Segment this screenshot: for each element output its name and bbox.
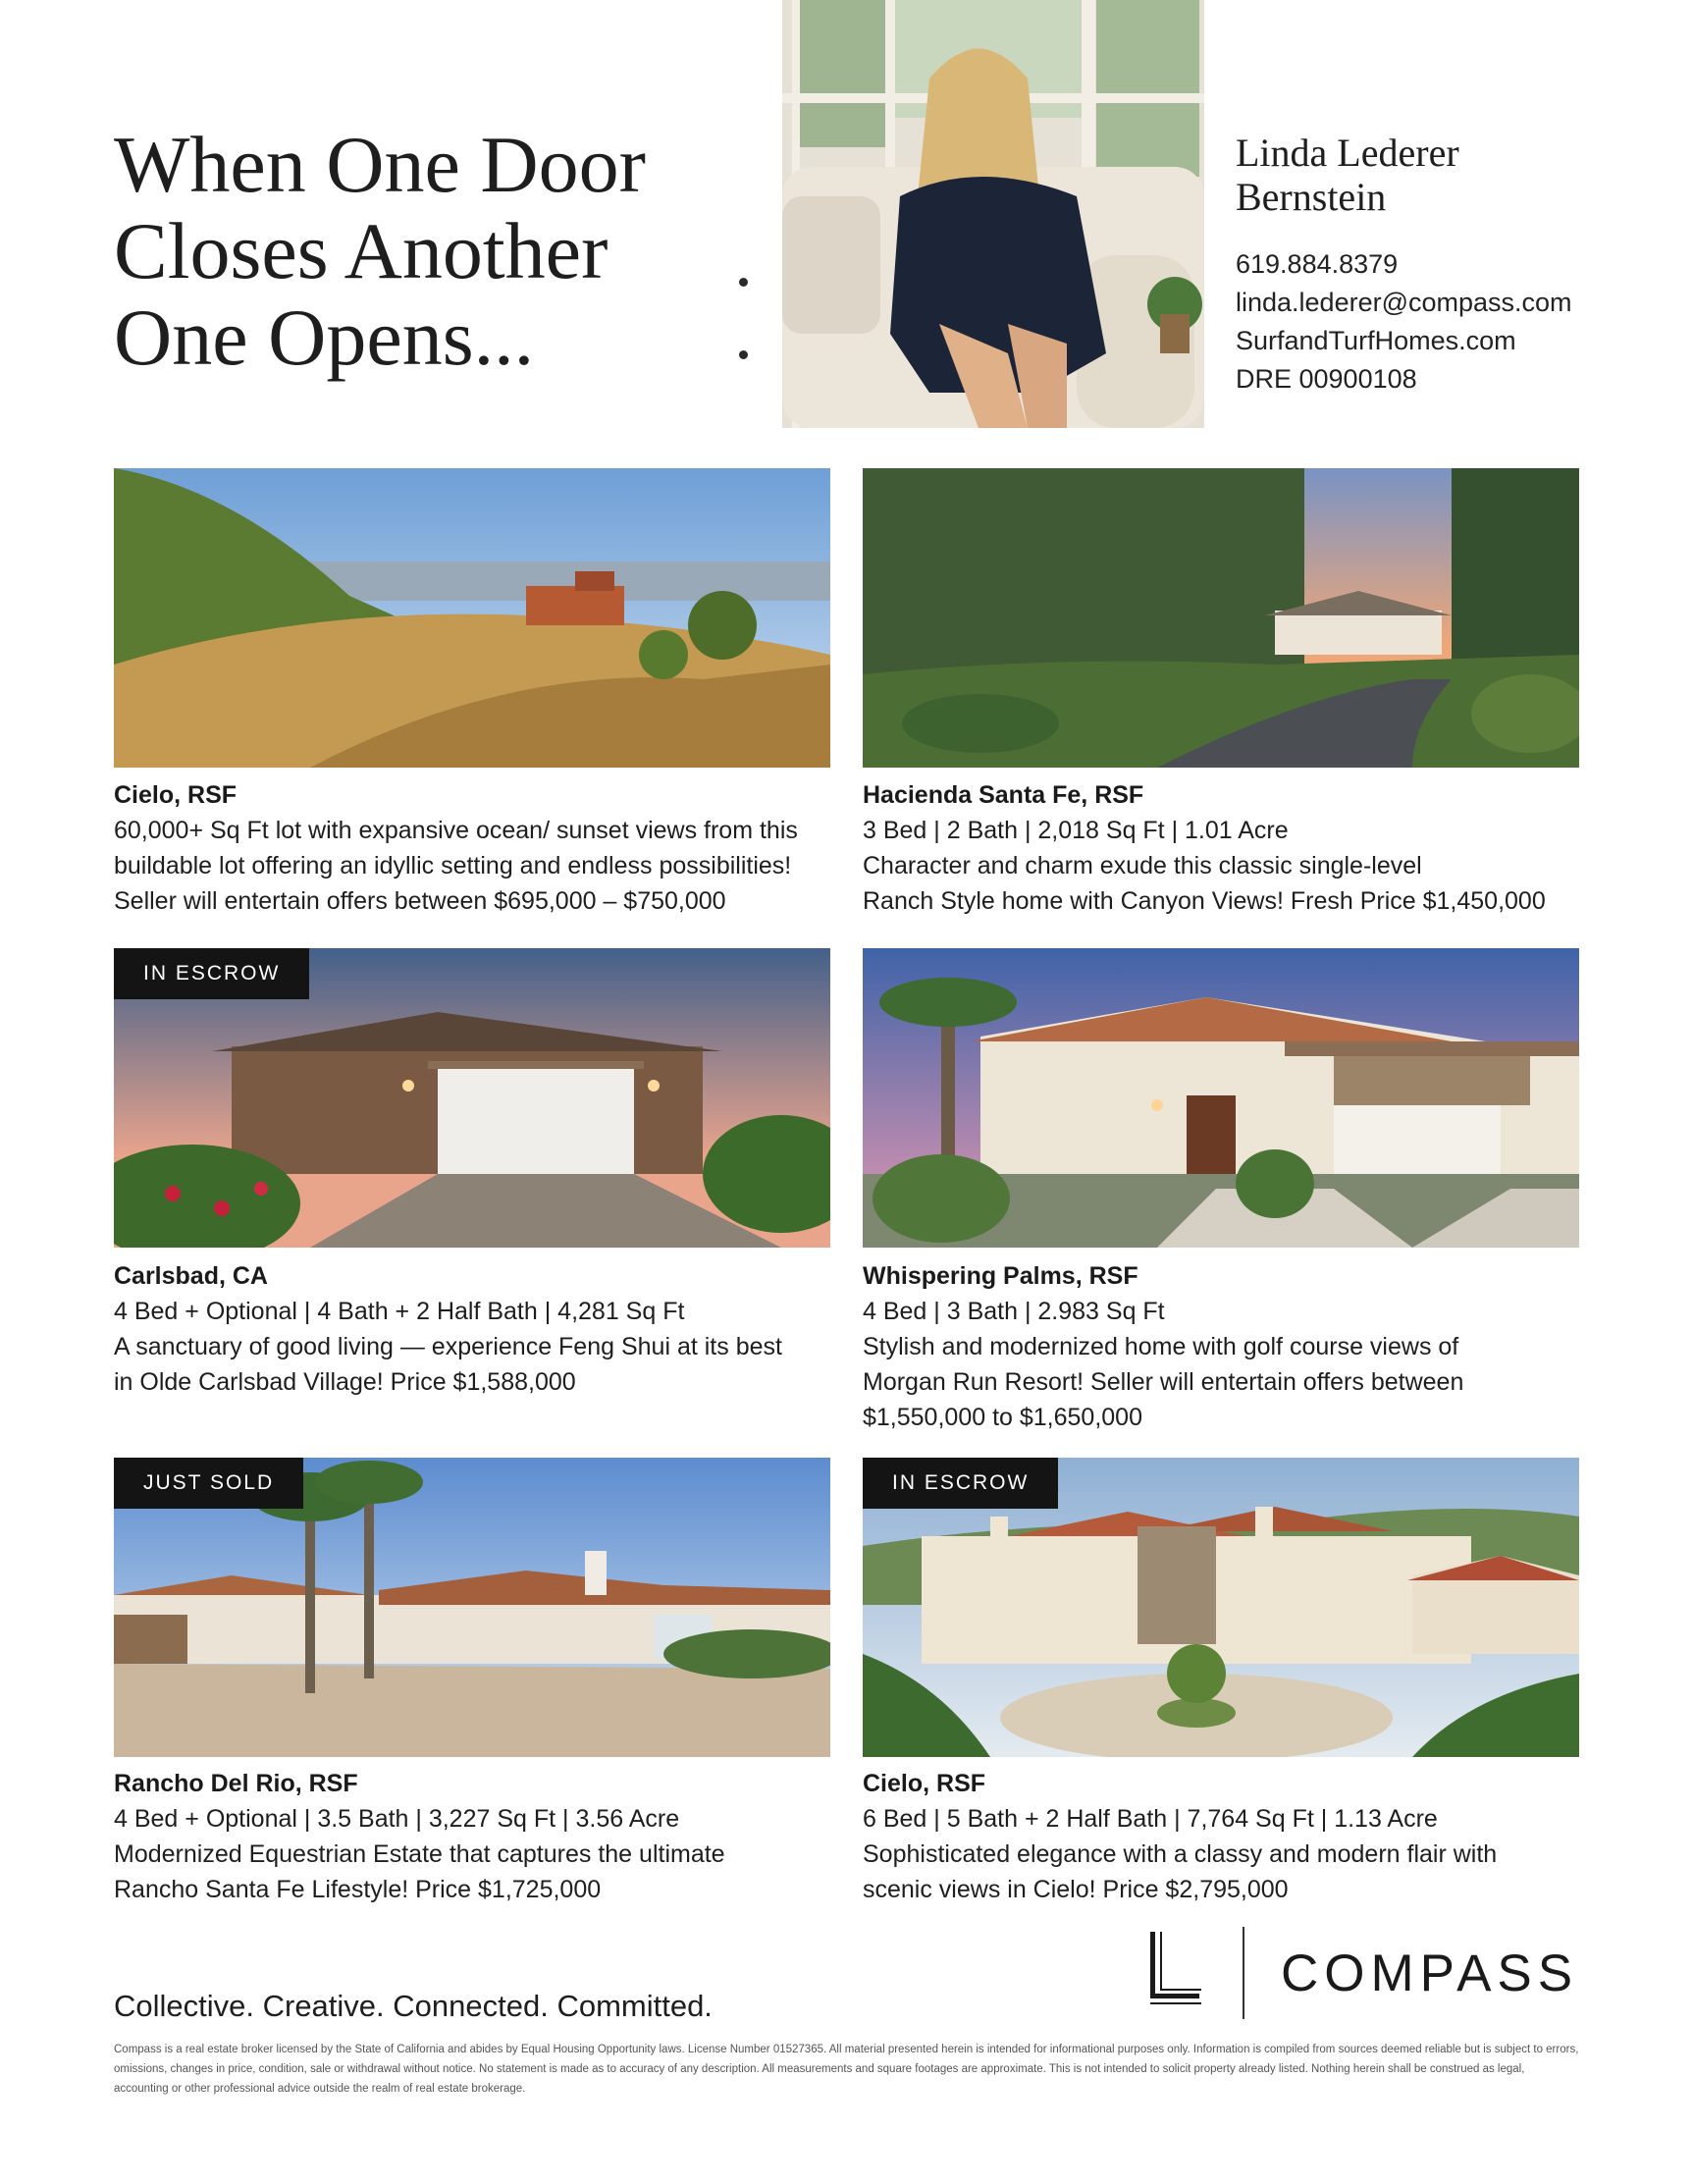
listing-detail: A sanctuary of good living — experience Feng Shui at its best	[114, 1333, 782, 1360]
listing-detail: Sophisticated elegance with a classy and modern flair with	[863, 1840, 1498, 1868]
listing-detail: 60,000+ Sq Ft lot with expansive ocean/ sunset views from this	[114, 817, 798, 844]
listing-detail: Character and charm exude this classic single-level	[863, 852, 1422, 879]
listing-title[interactable]: Whispering Palms, RSF	[863, 1262, 1138, 1290]
team-logo	[1146, 1932, 1201, 2006]
listing-title[interactable]: Rancho Del Rio, RSF	[114, 1770, 358, 1797]
agent-name: Linda Lederer Bernstein	[1236, 131, 1459, 219]
listing-title[interactable]: Hacienda Santa Fe, RSF	[863, 781, 1144, 809]
listing-title[interactable]: Cielo, RSF	[114, 781, 238, 809]
tagline: Collective. Creative. Connected. Committed.	[114, 1989, 713, 2023]
listing-detail: 4 Bed + Optional | 3.5 Bath | 3,227 Sq Ft | 3.56 Acre	[114, 1805, 680, 1833]
listing-info	[114, 777, 840, 919]
listing-title[interactable]: Cielo, RSF	[863, 1770, 986, 1797]
listing-detail: 4 Bed | 3 Bath | 2.983 Sq Ft	[863, 1298, 1165, 1325]
listing-info	[863, 1766, 1589, 1907]
decorative-dot	[739, 278, 748, 287]
listing-info	[863, 1258, 1589, 1435]
status-badge: IN ESCROW	[863, 1458, 1058, 1509]
listing-info	[114, 1766, 840, 1907]
agent-photo	[782, 0, 1204, 428]
listing-detail: Seller will entertain offers between $695,000 – $750,000	[114, 887, 726, 915]
listing-photo[interactable]	[114, 948, 830, 1248]
listing-detail: Modernized Equestrian Estate that captures the ultimate	[114, 1840, 725, 1868]
agent-email[interactable]: linda.lederer@compass.com	[1236, 288, 1572, 317]
listing-detail: Ranch Style home with Canyon Views! Fresh Price $1,450,000	[863, 887, 1546, 915]
listing-detail: buildable lot offering an idyllic setting and endless possibilities!	[114, 852, 792, 879]
listing-detail: Rancho Santa Fe Lifestyle! Price $1,725,000	[114, 1876, 602, 1903]
agent-website[interactable]: SurfandTurfHomes.com	[1236, 326, 1516, 355]
logo-divider	[1243, 1927, 1244, 2019]
listing-detail: 6 Bed | 5 Bath + 2 Half Bath | 7,764 Sq Ft | 1.13 Acre	[863, 1805, 1438, 1833]
listing-detail: Stylish and modernized home with golf course views of	[863, 1333, 1459, 1360]
listing-photo[interactable]	[863, 468, 1579, 768]
listing-title[interactable]: Carlsbad, CA	[114, 1262, 268, 1290]
listing-detail: scenic views in Cielo! Price $2,795,000	[863, 1876, 1289, 1903]
agent-dre: DRE 00900108	[1236, 364, 1417, 394]
listing-photo[interactable]	[863, 948, 1579, 1248]
listing-detail: Morgan Run Resort! Seller will entertain offers between	[863, 1368, 1464, 1396]
decorative-dot	[739, 350, 748, 359]
listing-photo[interactable]	[114, 1458, 830, 1757]
listing-info	[114, 1258, 840, 1400]
listing-info	[863, 777, 1589, 919]
headline: When One Door Closes Another One Opens...	[114, 120, 646, 382]
listing-photo[interactable]	[863, 1458, 1579, 1757]
status-badge: IN ESCROW	[114, 948, 309, 999]
disclaimer: Compass is a real estate broker licensed by the State of California and abides by Equal Housing Opportunity laws. License Number 01527365. All material presented herein is intended for informational purposes only. Information is compiled from sources deemed reliable but is subject to errors, omissions, changes in price, condition, sale or withdrawal without notice. No statement is made as to accuracy of any description. All measurements and square footages are approximate. This is not intended to solicit property already listed. Nothing herein shall be construed as legal, accounting or other professional advice outside the realm of real estate brokerage.	[114, 2044, 1579, 2095]
listing-detail: 3 Bed | 2 Bath | 2,018 Sq Ft | 1.01 Acre	[863, 817, 1289, 844]
listing-detail: $1,550,000 to $1,650,000	[863, 1404, 1142, 1431]
compass-logo: COMPASS	[1281, 1944, 1579, 2002]
agent-contact	[1236, 245, 1648, 399]
agent-phone[interactable]: 619.884.8379	[1236, 249, 1399, 279]
listing-detail: in Olde Carlsbad Village! Price $1,588,000	[114, 1368, 576, 1396]
status-badge: JUST SOLD	[114, 1458, 303, 1509]
listing-detail: 4 Bed + Optional | 4 Bath + 2 Half Bath | 4,281 Sq Ft	[114, 1298, 685, 1325]
listing-photo[interactable]	[114, 468, 830, 768]
